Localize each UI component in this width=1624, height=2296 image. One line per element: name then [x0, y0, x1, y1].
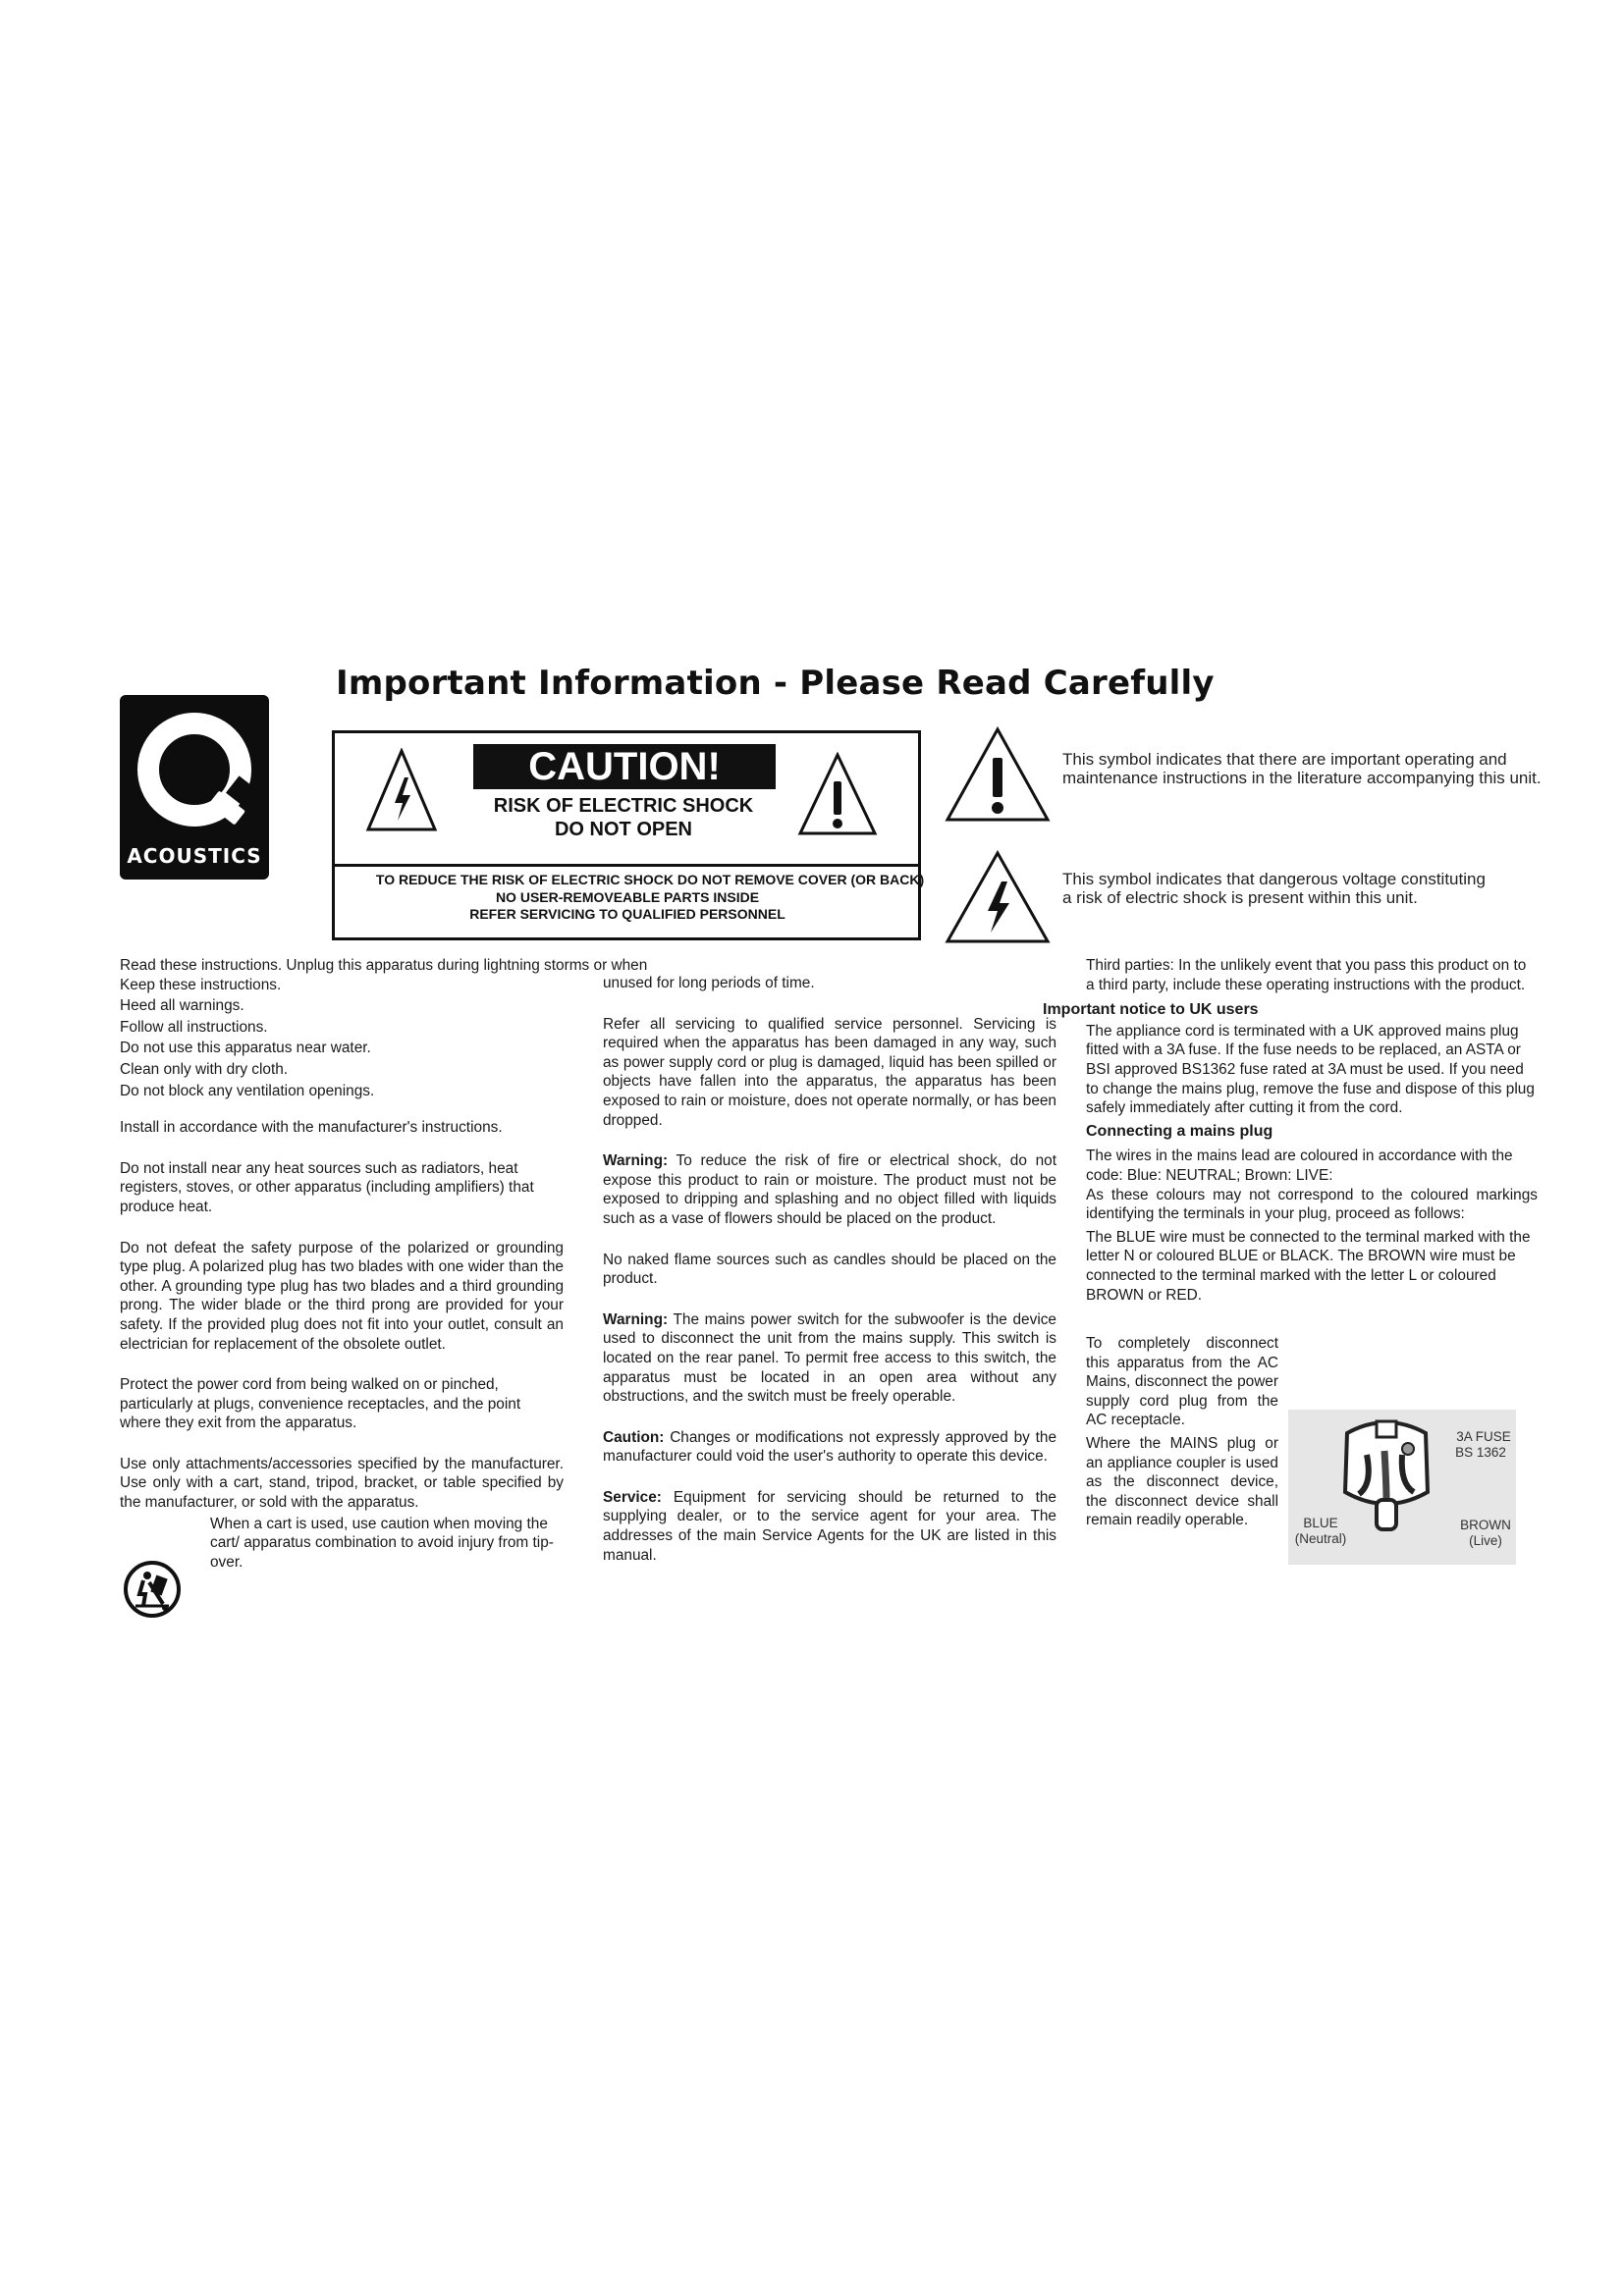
appliance-coupler-paragraph: Where the MAINS plug or an appliance coupler is used as the disconnect device, the disconnect device shall remain readily operable. [1086, 1435, 1278, 1529]
connecting-plug-heading: Connecting a mains plug [1086, 1122, 1273, 1140]
servicing-paragraph: Refer all servicing to qualified service personnel. Servicing is required when the apparatus has been damaged in any way, such as power supply cord or plug is damaged, liquid has been spilled or objects have fallen into the apparatus, the apparatus has been exposed to rain or moisture, does not operate normally, or has been dropped. [603, 1015, 1056, 1129]
lightning-warning-icon [365, 748, 438, 832]
unused-line: unused for long periods of time. [603, 975, 815, 991]
caution-banner: CAUTION! [473, 744, 776, 789]
caution-no-parts-text: NO USER-REMOVEABLE PARTS INSIDE [495, 889, 760, 905]
list-item: Do not block any ventilation openings. [120, 1082, 375, 1099]
warning-mains-switch-paragraph: Warning: The mains power switch for the subwoofer is the device used to disconnect the unit from the mains supply. This switch is located on the rear panel. To permit free access to this switch, the apparatus must be located in an open area without any obstructions, and the switch must be freely operable. [603, 1310, 1056, 1406]
install-instructions: Install in accordance with the manufacturer's instructions. [120, 1119, 503, 1137]
voltage-symbol-note-2: a risk of electric shock is present within this unit. [1062, 888, 1418, 907]
third-parties-paragraph: Third parties: In the unlikely event that you pass this product on to a third party, include these operating instructions with the product. [1086, 957, 1527, 993]
caution-reduce-risk-text: TO REDUCE THE RISK OF ELECTRIC SHOCK DO NOT REMOVE COVER (OR BACK) [375, 872, 925, 887]
neutral-label: (Neutral) [1294, 1531, 1347, 1546]
power-cord-paragraph: Protect the power cord from being walked on or pinched, particularly at plugs, convenience receptacles, and the point where they exit from the apparatus. [120, 1376, 521, 1432]
service-label: Service: [603, 1488, 662, 1506]
read-instructions-line: Read these instructions. Unplug this apparatus during lightning storms or when [120, 957, 648, 974]
list-item: Heed all warnings. [120, 997, 244, 1015]
exclamation-symbol-note-2: maintenance instructions in the literature accompanying this unit. [1062, 769, 1542, 787]
caution-modifications-paragraph: Caution: Changes or modifications not expressly approved by the manufacturer could void the user's authority to operate this device. [603, 1428, 1056, 1466]
voltage-symbol-note-1: This symbol indicates that dangerous voltage constituting [1062, 870, 1486, 888]
warning-label: Warning: [603, 1152, 669, 1170]
cart-warning-paragraph: When a cart is used, use caution when moving the cart/ apparatus combination to avoid injury from tip-over. [210, 1515, 554, 1571]
colours-correspond-paragraph: As these colours may not correspond to the coloured markings identifying the terminals in your plug, proceed as follows: [1086, 1186, 1538, 1223]
caution-refer-servicing-text: REFER SERVICING TO QUALIFIED PERSONNEL [469, 906, 785, 922]
warning-label: Warning: [603, 1310, 669, 1328]
naked-flame-paragraph: No naked flame sources such as candles should be placed on the product. [603, 1251, 1056, 1288]
q-acoustics-logo [120, 695, 269, 880]
wire-colours-paragraph: The wires in the mains lead are coloured in accordance with the code: Blue: NEUTRAL; Brown: LIVE: [1086, 1148, 1513, 1184]
blue-wire-label: BLUE [1303, 1516, 1338, 1530]
exclamation-symbol-note-1: This symbol indicates that there are important operating and [1062, 750, 1507, 769]
caution-label: Caution: [603, 1428, 665, 1446]
voltage-symbol-icon [945, 850, 1051, 944]
list-item: Do not use this apparatus near water. [120, 1040, 371, 1057]
fuse-label: 3A FUSE [1456, 1429, 1511, 1444]
polarized-plug-paragraph: Do not defeat the safety purpose of the polarized or grounding type plug. A polarized plug has two blades with one wider than the other. A grounding type plug has two blades and a third grounding prong. The wider blade or the third prong are provided for your safety. If the provided plug does not fit into your outlet, consult an electrician for replacement of the obsolete outlet. [120, 1239, 564, 1353]
fuse-standard-label: BS 1362 [1455, 1445, 1506, 1460]
live-label: (Live) [1469, 1533, 1502, 1548]
exclamation-symbol-icon [945, 726, 1051, 823]
caution-risk-text: RISK OF ELECTRIC SHOCK [493, 795, 754, 817]
blue-brown-wire-paragraph: The BLUE wire must be connected to the terminal marked with the letter N or coloured BLUE or BLACK. The BROWN wire must be connected to the terminal marked with the letter L or coloured BROWN or RED. [1086, 1228, 1531, 1304]
page-title: Important Information - Please Read Carefully [336, 664, 1215, 703]
brown-wire-label: BROWN [1460, 1518, 1511, 1532]
disconnect-paragraph: To completely disconnect this apparatus from the AC Mains, disconnect the power supply cord plug from the AC receptacle. [1086, 1335, 1278, 1429]
column-middle [603, 974, 1056, 1580]
cart-tip-over-icon [124, 1561, 181, 1618]
uk-users-paragraph: The appliance cord is terminated with a UK approved mains plug fitted with a 3A fuse. If the fuse needs to be replaced, an ASTA or BSI approved BS1362 fuse rated at 3A must be used. If you need to change the mains plug, remove the fuse and dispose of this plug safely immediately after cutting it from the cord. [1086, 1022, 1535, 1117]
uk-plug-diagram [1288, 1410, 1516, 1565]
service-paragraph: Service: Equipment for servicing should be returned to the supplying dealer, or to the service agent for your area. The addresses of the main Service Agents for the UK are listed in this manual. [603, 1488, 1056, 1564]
list-item: Clean only with dry cloth. [120, 1060, 289, 1078]
heat-sources-paragraph: Do not install near any heat sources such as radiators, heat registers, stoves, or other apparatus (including amplifiers) that produce heat. [120, 1159, 534, 1215]
warning-moisture-paragraph: Warning: To reduce the risk of fire or electrical shock, do not expose this product to rain or moisture. The product must not be exposed to dripping and splashing and no object filled with liquids such as a vase of flowers should be placed on the product. [603, 1152, 1056, 1227]
caution-divider [332, 864, 921, 867]
attachments-paragraph: Use only attachments/accessories specified by the manufacturer. Use only with a cart, stand, tripod, bracket, or table specified by the manufacturer, or sold with the apparatus. [120, 1455, 564, 1512]
logo-brand-text: ACOUSTICS [127, 844, 262, 868]
caution-do-not-open-text: DO NOT OPEN [554, 819, 692, 840]
list-item: Keep these instructions. [120, 976, 282, 993]
list-item: Follow all instructions. [120, 1018, 268, 1036]
uk-users-heading: Important notice to UK users [1043, 1001, 1259, 1019]
